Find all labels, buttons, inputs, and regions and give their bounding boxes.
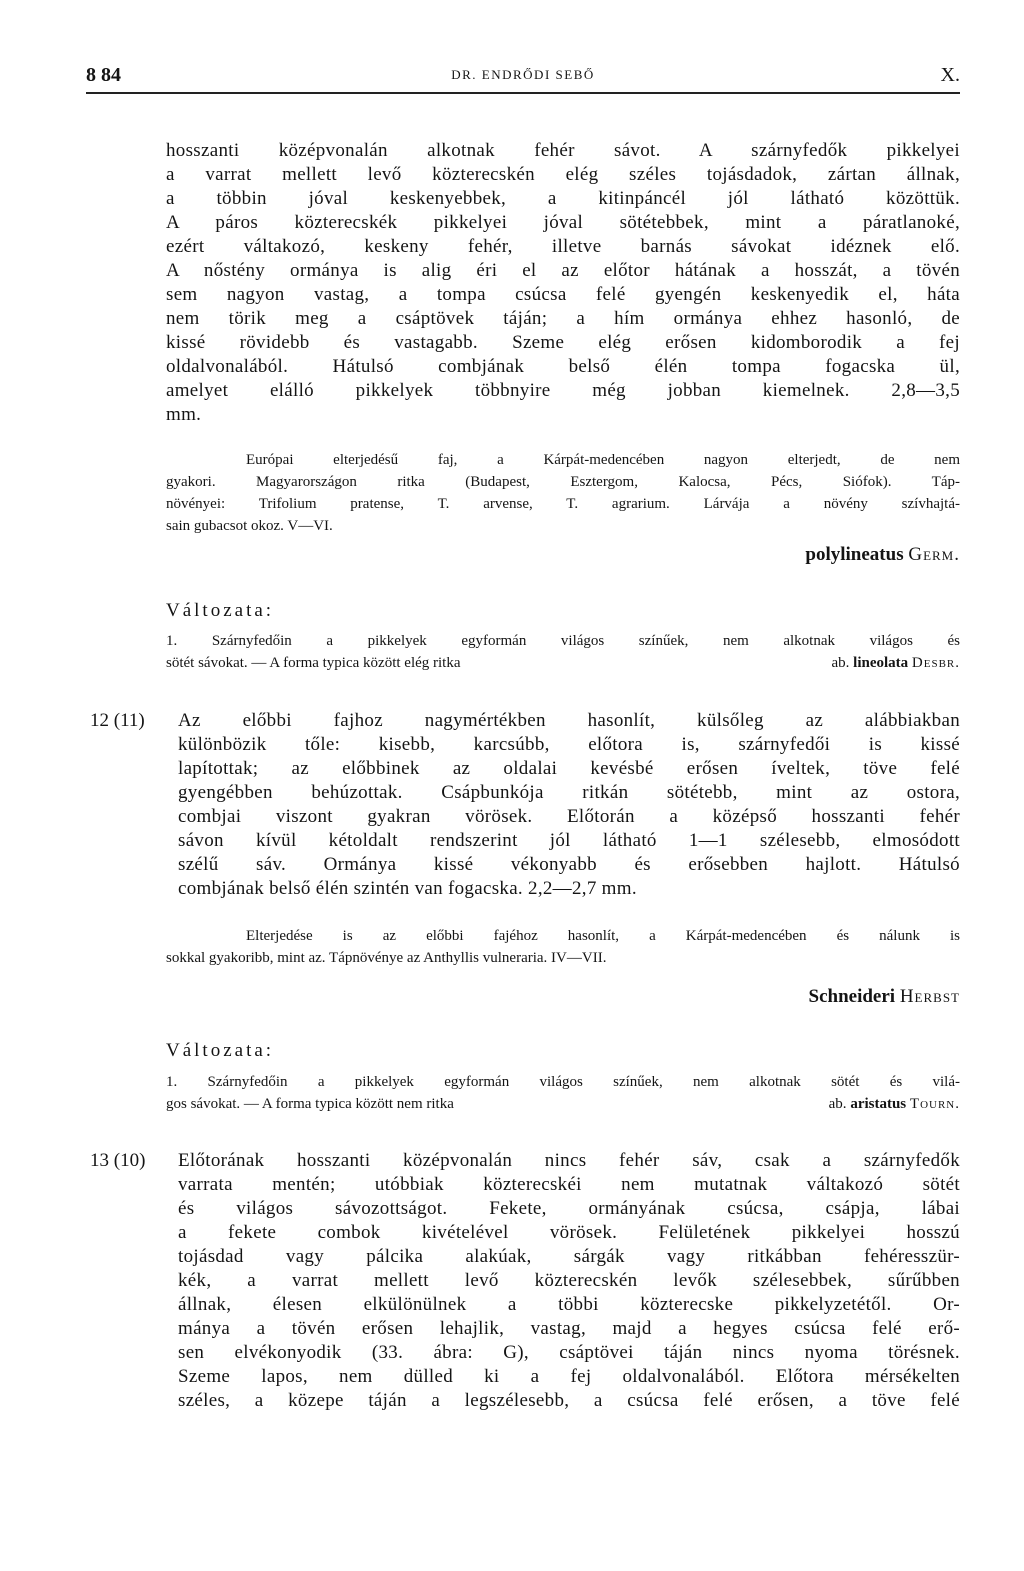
species-epithet: Schneideri bbox=[808, 986, 896, 1007]
text-line: tojásdad vagy pálcika alakúak, sárgák vagy ritkábban fehéresszür- bbox=[178, 1246, 960, 1267]
species-author: Herbst bbox=[899, 986, 960, 1007]
text-line: sokkal gyakoribb, mint az. Tápnövénye az Anthyllis vulneraria. IV—VII. bbox=[166, 950, 607, 966]
text-line: sávon kívül kétoldalt rendszerint jól látható 1—1 szélesebb, elmosódott bbox=[178, 830, 960, 851]
text-line: combjai viszont gyakran vörösek. Előtorán a középső hosszanti fehér bbox=[178, 806, 960, 827]
variety-label: Változata: bbox=[166, 1040, 275, 1061]
species-name bbox=[805, 544, 960, 566]
text-line: amelyet elálló pikkelyek többnyire még jobban kiemelnek. 2,8—3,5 bbox=[166, 380, 960, 401]
text-line: sen elvékonyodik (33. ábra: G), csáptövei táján nincs nyoma törésnek. bbox=[178, 1342, 960, 1363]
text-line: kék, a varrat mellett levő közterecskén levők szélesebbek, sűrűbben bbox=[178, 1270, 960, 1291]
text-line: sem nagyon vastag, a tompa csúcsa felé gyengén keskenyedik el, háta bbox=[166, 284, 960, 305]
text-line: sötét sávokat. — A forma typica között elég ritka bbox=[166, 655, 461, 671]
section-number: X. bbox=[940, 64, 960, 86]
text-line: ezért váltakozó, keskeny fehér, illetve barnás sávokat idéznek elő. bbox=[166, 236, 960, 257]
text-line: a fekete combok kivételével vörösek. Felületének pikkelyei hosszú bbox=[178, 1222, 960, 1243]
text-line: a többin jóval keskenyebbek, a kitinpáncél jól látható közöttük. bbox=[166, 188, 960, 209]
page-number: 8 84 bbox=[86, 64, 121, 86]
variety-author: Tourn. bbox=[909, 1096, 960, 1112]
text-line: szélű sáv. Ormánya kissé vékonyabb és erősebben hajlott. Hátulsó bbox=[178, 854, 960, 875]
text-line: sain gubacsot okoz. V—VI. bbox=[166, 518, 333, 534]
text-line: gyengébben behúzottak. Csápbunkója ritkán sötétebb, mint az ostora, bbox=[178, 782, 960, 803]
text-line: széles, a közepe táján a legszélesebb, a csúcsa felé erősen, a töve felé bbox=[178, 1390, 960, 1411]
variety-epithet: lineolata bbox=[853, 655, 909, 671]
running-header bbox=[86, 62, 960, 94]
text-line: mm. bbox=[166, 404, 202, 425]
species-name bbox=[809, 986, 961, 1008]
text-line: combjának belső élén szintén van fogacska. 2,2—2,7 mm. bbox=[178, 878, 637, 899]
variety-name bbox=[829, 1096, 960, 1113]
couplet-number: 13 (10) bbox=[90, 1150, 146, 1171]
text-line: lapítottak; az előbbinek az oldalai kevésbé erősen íveltek, töve felé bbox=[178, 758, 960, 779]
ab-abbrev: ab. bbox=[828, 1096, 847, 1112]
couplet-number: 12 (11) bbox=[90, 710, 145, 731]
text-line: Európai elterjedésű faj, a Kárpát-medencében nagyon elterjedt, de nem bbox=[246, 452, 960, 468]
text-line: 1. Szárnyfedőin a pikkelyek egyformán világos színűek, nem alkotnak sötét és vilá- bbox=[166, 1074, 960, 1090]
text-line: gos sávokat. — A forma typica között nem ritka bbox=[166, 1096, 454, 1112]
species-epithet: polylineatus bbox=[805, 544, 904, 565]
species-author: Germ. bbox=[908, 544, 960, 565]
text-line: gyakori. Magyarországon ritka (Budapest, Esztergom, Kalocsa, Pécs, Siófok). Táp- bbox=[166, 474, 960, 490]
text-line: és világos sávozottságot. Fekete, ormányának csúcsa, csápja, lábai bbox=[178, 1198, 960, 1219]
text-line: Az előbbi fajhoz nagymértékben hasonlít, külsőleg az alábbiakban bbox=[178, 710, 960, 731]
text-line: állnak, élesen elkülönülnek a többi közterecske pikkelyzetétől. Or- bbox=[178, 1294, 960, 1315]
text-line: oldalvonalából. Hátulsó combjának belső élén tompa fogacska ül, bbox=[166, 356, 960, 377]
text-line: Elterjedése is az előbbi fajéhoz hasonlít, a Kárpát-medencében és nálunk is bbox=[246, 928, 960, 944]
variety-label: Változata: bbox=[166, 600, 275, 621]
text-line: 1. Szárnyfedőin a pikkelyek egyformán világos színűek, nem alkotnak világos és bbox=[166, 633, 960, 649]
text-line: növényei: Trifolium pratense, T. arvense, T. agrarium. Lárvája a növény szívhajtá- bbox=[166, 496, 960, 512]
text-line: mánya a tövén erősen lehajlik, vastag, majd a hegyes csúcsa felé erő- bbox=[178, 1318, 960, 1339]
text-line: varrata mentén; utóbbiak közterecskéi nem mutatnak váltakozó sötét bbox=[178, 1174, 960, 1195]
text-line: hosszanti középvonalán alkotnak fehér sávot. A szárnyfedők pikkelyei bbox=[166, 140, 960, 161]
text-line: a varrat mellett levő közterecskén elég széles tojásdadok, zártan állnak, bbox=[166, 164, 960, 185]
ab-abbrev: ab. bbox=[831, 655, 850, 671]
text-line: nem törik meg a csáptövek táján; a hím ormánya ehhez hasonló, de bbox=[166, 308, 960, 329]
text-line: Előtorának hosszanti középvonalán nincs fehér sáv, csak a szárnyfedők bbox=[178, 1150, 960, 1171]
text-line: A páros közterecskék pikkelyei jóval sötétebbek, mint a páratlanoké, bbox=[166, 212, 960, 233]
variety-author: Desbr. bbox=[911, 655, 960, 671]
text-line: kissé rövidebb és vastagabb. Szeme elég erősen kidomborodik a fej bbox=[166, 332, 960, 353]
running-head-author: DR. ENDRŐDI SEBŐ bbox=[451, 67, 595, 82]
text-line: A nőstény ormánya is alig éri el az előtor hátának a hosszát, a tövén bbox=[166, 260, 960, 281]
variety-epithet: aristatus bbox=[850, 1096, 907, 1112]
variety-name bbox=[831, 655, 960, 672]
text-line: Szeme lapos, nem dülled ki a fej oldalvonalából. Előtora mérsékelten bbox=[178, 1366, 960, 1387]
text-line: különbözik tőle: kisebb, karcsúbb, előtora is, szárnyfedői is kissé bbox=[178, 734, 960, 755]
